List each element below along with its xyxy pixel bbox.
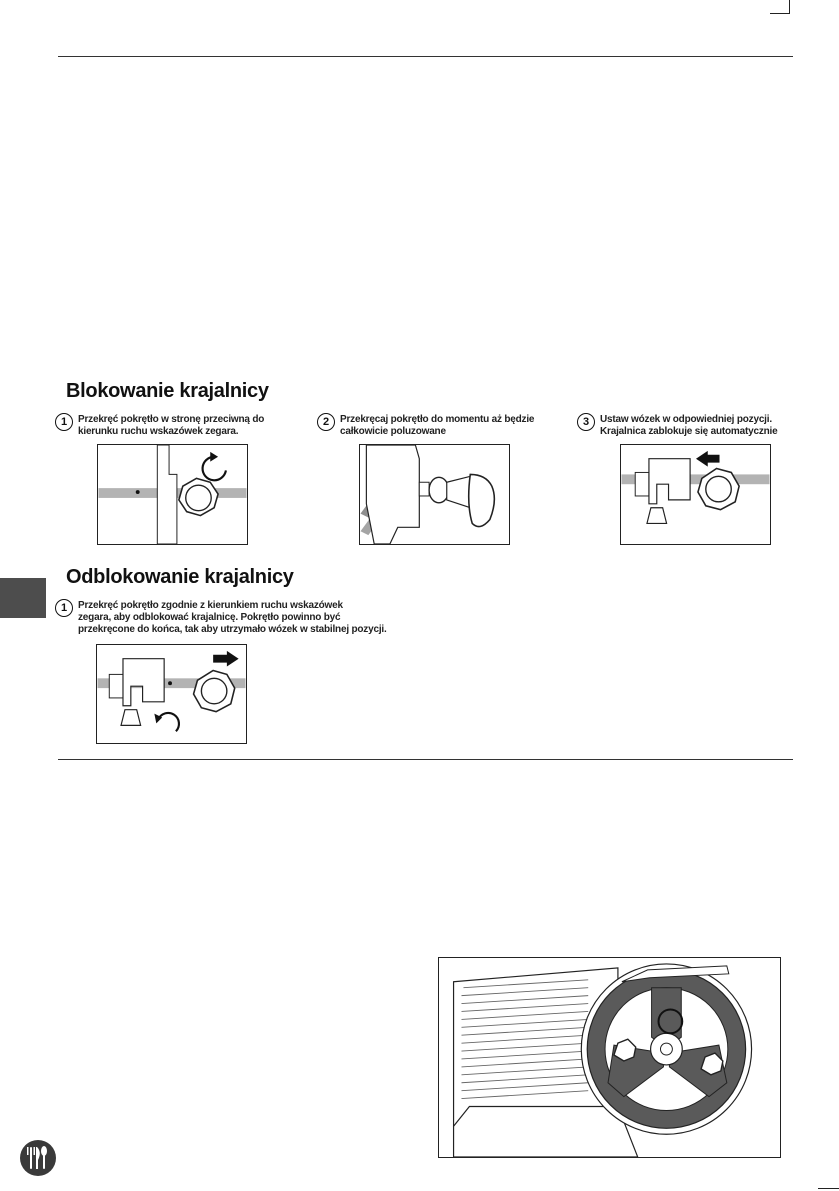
top-rule xyxy=(58,56,793,57)
unblocking-figure-1 xyxy=(96,644,247,744)
blocking-figure-2 xyxy=(359,444,510,545)
step-number: 2 xyxy=(317,413,335,431)
step-number: 1 xyxy=(55,413,73,431)
step-text: Przekręć pokrętło w stronę przeciwną do kierunku ruchu wskazówek zegara. xyxy=(78,414,265,437)
step-text: Ustaw wózek w odpowiedniej pozycji. Krajalnica zablokuje się automatycznie xyxy=(600,414,778,437)
slicer-blade-illustration xyxy=(439,958,780,1157)
step-text: Przekręcaj pokrętło do momentu aż będzie całkowicie poluzowane xyxy=(340,414,535,437)
middle-rule xyxy=(58,759,793,760)
blade-figure xyxy=(438,957,781,1158)
counterclockwise-arrow-icon xyxy=(203,452,226,480)
blocking-figure-1 xyxy=(97,444,248,545)
unblocking-title: Odblokowanie krajalnicy xyxy=(66,566,294,588)
blocking-title: Blokowanie krajalnicy xyxy=(66,380,269,402)
chapter-tab xyxy=(0,578,46,618)
step-number: 3 xyxy=(577,413,595,431)
loosened-knob-illustration xyxy=(360,445,509,544)
left-arrow-icon xyxy=(696,451,720,467)
blocking-figure-3 xyxy=(620,444,771,545)
blocking-step-1 xyxy=(55,414,264,438)
cutlery-logo-icon xyxy=(20,1140,56,1176)
blocking-step-2 xyxy=(317,414,534,438)
step-number: 1 xyxy=(55,599,73,617)
crop-mark-top xyxy=(770,0,790,14)
blocking-step-3 xyxy=(577,414,777,438)
unlocking-illustration xyxy=(97,645,246,743)
clockwise-arrow-icon xyxy=(154,713,179,731)
crop-mark-bottom xyxy=(818,1188,839,1189)
right-arrow-icon xyxy=(213,651,238,667)
unblocking-step-1 xyxy=(55,600,387,636)
step-text: Przekręć pokrętło zgodnie z kierunkiem ruchu wskazówek zegara, aby odblokować krajalnicę. Pokrętło powinno być przekręcone do końca, tak aby utrzymało wózek w stabilnej pozycji. xyxy=(78,600,387,635)
carriage-illustration xyxy=(621,445,770,544)
knob-illustration xyxy=(98,445,247,544)
